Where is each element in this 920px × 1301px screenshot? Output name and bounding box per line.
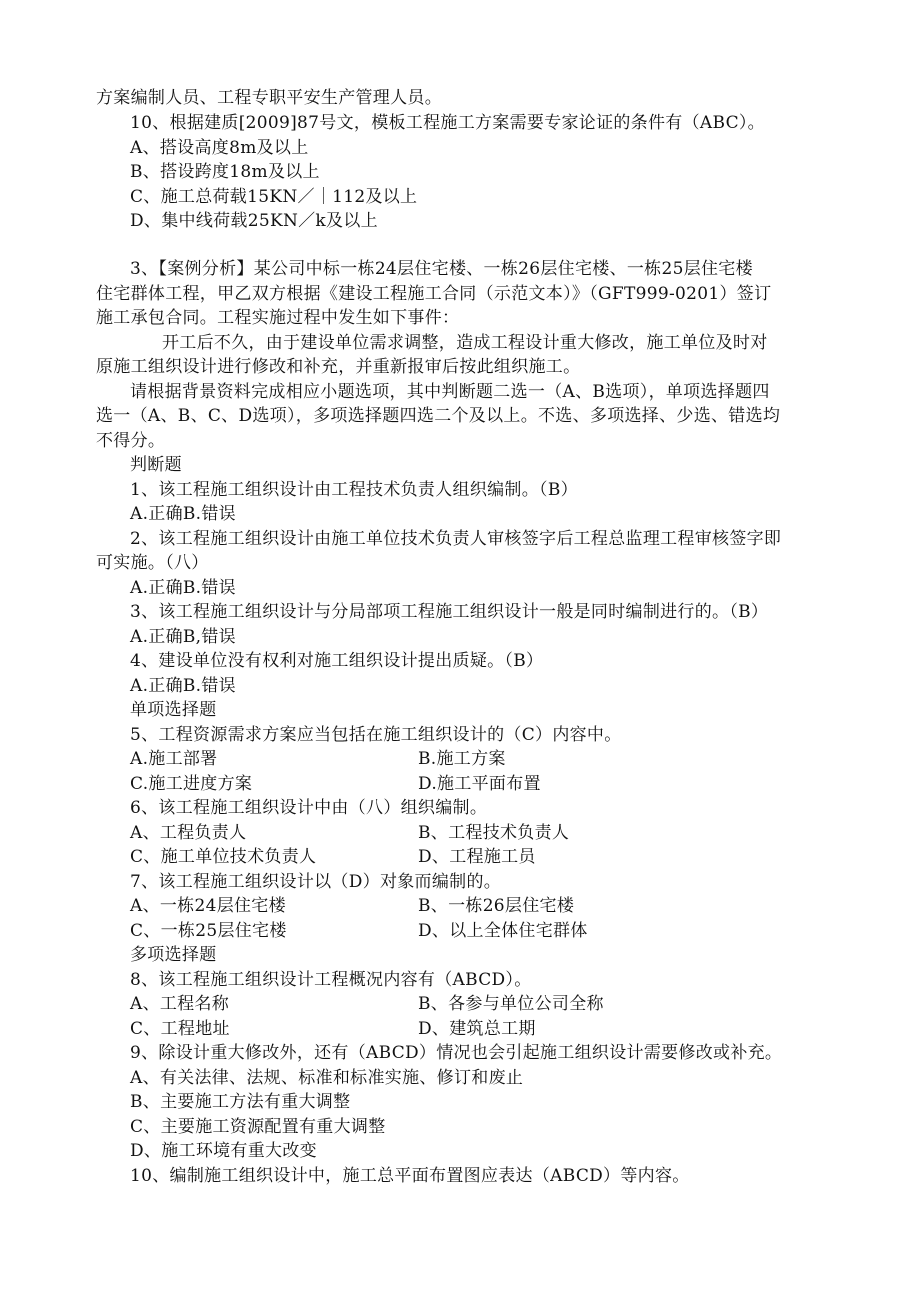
option-a: A、搭设高度8m及以上 — [130, 138, 309, 158]
question-10: 10、根据建质[2009]87号文，模板工程施工方案需要专家论证的条件有（ABC）。 — [130, 113, 765, 133]
option-a: A、一栋24层住宅楼 — [130, 896, 286, 916]
option-d: D、集中线荷载25KN／k及以上 — [130, 211, 378, 231]
option-a: A、工程名称 — [130, 994, 230, 1014]
text-line: 选一（A、B、C、D选项），多项选择题四选二个及以上。不选、多项选择、少选、错选均 — [96, 406, 781, 426]
section-heading-multi-choice: 多项选择题 — [130, 945, 217, 965]
answer-options: A.正确B.错误 — [130, 504, 236, 524]
question-9: 9、除设计重大修改外，还有（ABCD）情况也会引起施工组织设计需要修改或补充。 — [130, 1043, 783, 1063]
question-4: 4、建设单位没有权利对施工组织设计提出质疑。（B） — [130, 651, 544, 671]
option-a: A、有关法律、法规、标准和标准实施、修订和废止 — [130, 1068, 524, 1088]
option-c: C、主要施工资源配置有重大调整 — [130, 1117, 386, 1137]
section-heading-single-choice: 单项选择题 — [130, 700, 217, 720]
option-b: B、工程技术负责人 — [418, 823, 570, 843]
text-line: 开工后不久，由于建设单位需求调整，造成工程设计重大修改，施工单位及时对 — [162, 333, 768, 353]
text-line: 请根据背景资料完成相应小题选项，其中判断题二选一（A、B选项），单项选择题四 — [130, 382, 770, 402]
case-heading: 3、【案例分析】某公司中标一栋24层住宅楼、一栋26层住宅楼、一栋25层住宅楼 — [130, 259, 753, 279]
question-8: 8、该工程施工组织设计工程概况内容有（ABCD）。 — [130, 970, 532, 990]
option-d: D、建筑总工期 — [418, 1019, 536, 1039]
section-heading-judgement: 判断题 — [130, 455, 182, 475]
answer-options: A.正确B,错误 — [130, 627, 236, 647]
text-line: 可实施。（八） — [96, 553, 209, 573]
option-c: C、一栋25层住宅楼 — [130, 921, 287, 941]
option-c: C.施工进度方案 — [130, 774, 253, 794]
question-2: 2、该工程施工组织设计由施工单位技术负责人审核签字后工程总监理工程审核签字即 — [130, 529, 782, 549]
question-1: 1、该工程施工组织设计由工程技术负责人组织编制。（B） — [130, 480, 578, 500]
text-line: 施工承包合同。工程实施过程中发生如下事件： — [96, 308, 460, 328]
text-line: 原施工组织设计进行修改和补充，并重新报审后按此组织施工。 — [96, 357, 581, 377]
text-line: 住宅群体工程，甲乙双方根据《建设工程施工合同（示范文本）》（GFT999-0201）签订 — [96, 284, 772, 304]
option-d: D、施工环境有重大改变 — [130, 1141, 317, 1161]
option-c: C、施工总荷载15KN／｜112及以上 — [130, 187, 418, 207]
option-b: B、主要施工方法有重大调整 — [130, 1092, 351, 1112]
option-b: B、一栋26层住宅楼 — [418, 896, 575, 916]
question-7: 7、该工程施工组织设计以（D）对象而编制的。 — [130, 872, 502, 892]
option-b: B.施工方案 — [418, 749, 506, 769]
option-d: D、工程施工员 — [418, 847, 536, 867]
option-d: D.施工平面布置 — [418, 774, 541, 794]
option-d: D、以上全体住宅群体 — [418, 921, 588, 941]
option-b: B、搭设跨度18m及以上 — [130, 162, 320, 182]
answer-options: A.正确B.错误 — [130, 676, 236, 696]
option-c: C、工程地址 — [130, 1019, 230, 1039]
answer-options: A.正确B.错误 — [130, 578, 236, 598]
text-line: 不得分。 — [96, 431, 166, 451]
question-10: 10、编制施工组织设计中，施工总平面布置图应表达（ABCD）等内容。 — [130, 1166, 690, 1186]
option-a: A.施工部署 — [130, 749, 218, 769]
option-a: A、工程负责人 — [130, 823, 247, 843]
option-b: B、各参与单位公司全称 — [418, 994, 604, 1014]
question-6: 6、该工程施工组织设计中由（八）组织编制。 — [130, 798, 488, 818]
option-c: C、施工单位技术负责人 — [130, 847, 317, 867]
text-line: 方案编制人员、工程专职平安生产管理人员。 — [96, 88, 442, 108]
question-5: 5、工程资源需求方案应当包括在施工组织设计的（C）内容中。 — [130, 725, 622, 745]
question-3: 3、该工程施工组织设计与分局部项工程施工组织设计一般是同时编制进行的。（B） — [130, 602, 769, 622]
